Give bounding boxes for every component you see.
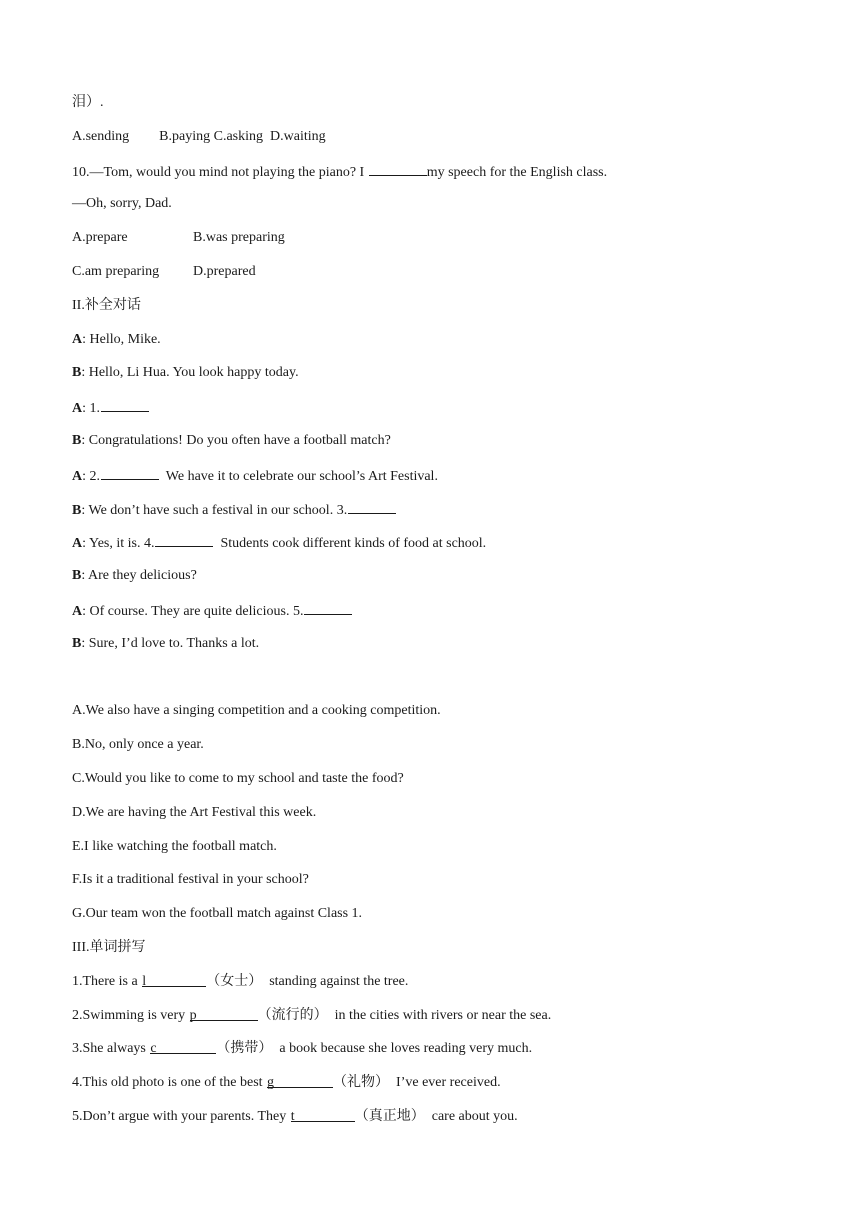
answer-blank: [291, 1106, 355, 1122]
q10-stem-before: 10.—Tom, would you mind not playing the piano? I: [72, 164, 368, 180]
spelling-item: [72, 1072, 792, 1106]
chinese-hint: （携带）: [216, 1041, 273, 1057]
answer-blank: [101, 464, 159, 480]
speaker-label: A: [72, 331, 83, 347]
spelling-item: [72, 1005, 792, 1039]
first-letter: l: [142, 973, 147, 989]
q10-options-row2: [72, 261, 792, 295]
chinese-hint: （礼物）: [333, 1075, 390, 1091]
section3-title: III.单词拼写: [72, 939, 146, 955]
dialogue-text: : Yes, it is. 4.: [82, 536, 155, 552]
spacer: [72, 667, 792, 701]
spelling-text: 3.She always: [72, 1041, 150, 1057]
dialogue-line: [72, 633, 792, 667]
speaker-label: B: [72, 568, 82, 584]
answer-blank: [190, 1005, 258, 1021]
q9-option-a: A.sending: [72, 128, 130, 144]
choice-option: A.We also have a singing competition and a cooking competition.: [72, 703, 441, 719]
speaker-label: A: [72, 401, 83, 417]
speaker-label: A: [72, 603, 83, 619]
spelling-text: 2.Swimming is very: [72, 1007, 189, 1023]
q10-option-d: D.prepared: [193, 263, 256, 279]
spelling-text-after: in the cities with rivers or near the sea.: [327, 1007, 552, 1023]
q9-option-d: D.waiting: [270, 128, 326, 144]
speaker-label: B: [72, 432, 82, 448]
dialogue-line: [72, 329, 792, 363]
spelling-text: 5.Don’t argue with your parents. They: [72, 1108, 290, 1124]
chinese-hint: （流行的）: [257, 1007, 328, 1023]
spelling-text-after: I’ve ever received.: [389, 1075, 501, 1091]
dialogue-line: [72, 599, 792, 633]
answer-blank: [348, 498, 396, 514]
spelling-text-after: a book because she loves reading very much.: [272, 1041, 533, 1057]
spelling-text-after: standing against the tree.: [262, 973, 409, 989]
dialogue-text: : We don’t have such a festival in our school. 3.: [81, 502, 348, 518]
dialogue-line: [72, 565, 792, 599]
q10-stem-after: my speech for the English class.: [426, 164, 608, 180]
q9-option-c: C.asking: [213, 128, 264, 144]
dialogue-text-after: Students cook different kinds of food at school.: [213, 536, 487, 552]
speaker-label: A: [72, 536, 83, 552]
choice-option: F.Is it a traditional festival in your school?: [72, 872, 309, 888]
dialogue-line: [72, 531, 792, 565]
choice-option: G.Our team won the football match against Class 1.: [72, 906, 363, 922]
q10-reply: —Oh, sorry, Dad.: [72, 196, 172, 212]
dialogue-line: [72, 396, 792, 430]
dialogue-text: : 1.: [82, 401, 101, 417]
choice-option: E.I like watching the football match.: [72, 838, 277, 854]
dialogue-text: : Hello, Mike.: [82, 331, 161, 347]
top-fragment: 泪）.: [72, 95, 104, 110]
q9-options: [72, 126, 792, 160]
speaker-label: B: [72, 635, 82, 651]
dialogue-line: [72, 464, 792, 498]
choice-option: C.Would you like to come to my school and taste the food?: [72, 770, 404, 786]
speaker-label: A: [72, 468, 83, 484]
q10-option-b: B.was preparing: [193, 230, 285, 246]
speaker-label: B: [72, 502, 82, 518]
section2-title: II.补全对话: [72, 297, 141, 313]
spelling-item: [72, 1106, 792, 1140]
first-letter: p: [189, 1007, 197, 1023]
worksheet-page: [72, 92, 792, 1140]
spelling-text: 1.There is a: [72, 973, 142, 989]
speaker-label: B: [72, 365, 82, 381]
chinese-hint: （女士）: [206, 973, 263, 989]
answer-blank: [267, 1072, 333, 1091]
choice-option: D.We are having the Art Festival this week.: [72, 804, 317, 820]
chinese-hint: （真正地）: [354, 1108, 425, 1124]
spelling-item: [72, 1038, 792, 1072]
choice-option: B.No, only once a year.: [72, 737, 204, 753]
dialogue-text: : Sure, I’d love to. Thanks a lot.: [81, 635, 260, 651]
dialogue-line: [72, 430, 792, 464]
dialogue-text: : Are they delicious?: [81, 568, 197, 584]
answer-blank: [101, 396, 149, 412]
first-letter: t: [290, 1108, 295, 1124]
dialogue-text: : Of course. They are quite delicious. 5.: [82, 603, 304, 619]
first-letter: c: [150, 1041, 157, 1057]
answer-blank: [304, 599, 352, 615]
dialogue-text-after: We have it to celebrate our school’s Art Festival.: [159, 468, 438, 484]
spelling-text: 4.This old photo is one of the best: [72, 1075, 267, 1091]
first-letter: g: [267, 1075, 275, 1091]
spelling-text-after: care about you.: [424, 1108, 518, 1124]
dialogue-text: : 2.: [82, 468, 101, 484]
dialogue-text: : Congratulations! Do you often have a football match?: [81, 432, 391, 448]
q10-option-a: A.prepare: [72, 230, 128, 246]
answer-blank: [155, 531, 213, 547]
answer-blank: [142, 971, 206, 987]
answer-blank: [369, 160, 427, 176]
q10-option-c: C.am preparing: [72, 263, 160, 279]
answer-blank: [150, 1038, 216, 1057]
dialogue-line: [72, 362, 792, 396]
dialogue-line: [72, 498, 792, 532]
spelling-item: [72, 971, 792, 1005]
q9-option-b: B.paying: [159, 128, 211, 144]
q10-stem: [72, 160, 792, 194]
dialogue-text: : Hello, Li Hua. You look happy today.: [81, 365, 299, 381]
q10-options-row1: [72, 227, 792, 261]
